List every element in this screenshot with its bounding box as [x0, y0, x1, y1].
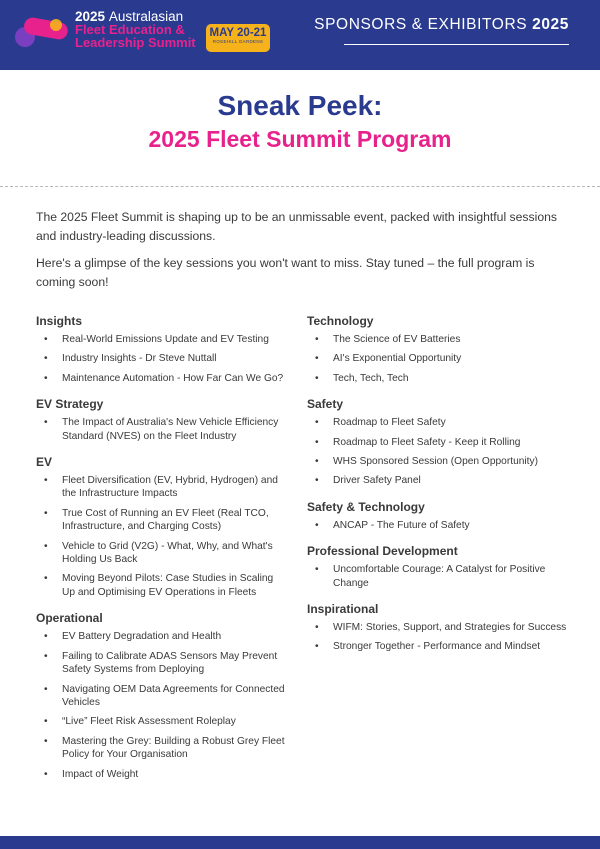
section-technology	[307, 314, 569, 385]
list-item: • Uncomfortable Courage: A Catalyst for Positive Change	[307, 563, 569, 590]
section-title: Inspirational	[307, 602, 379, 617]
section-operational	[36, 611, 286, 781]
list-item: • Mastering the Grey: Building a Robust Grey Fleet Policy for Your Organisation	[36, 735, 286, 762]
logo-year: 2025	[75, 9, 106, 24]
page-subtitle: 2025 Fleet Summit Program	[148, 126, 452, 152]
list-item: • Tech, Tech, Tech	[307, 372, 569, 385]
list-item: • Failing to Calibrate ADAS Sensors May Prevent Safety Systems from Deploying	[36, 650, 286, 677]
summit-logo-text	[75, 10, 196, 49]
section-title: EV	[36, 455, 53, 470]
header-section-title	[314, 16, 569, 45]
section-title: EV Strategy	[36, 397, 104, 412]
section-ev	[36, 455, 286, 599]
logo-line-3: Leadership Summit	[75, 35, 196, 50]
list-item: • ANCAP - The Future of Safety	[307, 519, 569, 532]
dotted-divider	[0, 186, 600, 187]
list-item: • Roadmap to Fleet Safety - Keep it Rolling	[307, 436, 569, 449]
page-header	[0, 0, 600, 70]
page-footer-bar	[0, 836, 600, 849]
list-item: • Vehicle to Grid (V2G) - What, Why, and What's Holding Us Back	[36, 540, 286, 567]
section-inspirational	[307, 602, 569, 654]
list-item: • The Impact of Australia's New Vehicle Efficiency Standard (NVES) on the Fleet Industry	[36, 416, 286, 443]
list-item: • EV Battery Degradation and Health	[36, 630, 286, 643]
list-item: • True Cost of Running an EV Fleet (Real TCO, Infrastructure, and Charging Costs)	[36, 507, 286, 534]
list-item: • Moving Beyond Pilots: Case Studies in Scaling Up and Optimising EV Operations in Fleets	[36, 572, 286, 599]
section-title: Insights	[36, 314, 83, 328]
list-item: • Driver Safety Panel	[307, 474, 569, 487]
section-title: Safety	[307, 397, 344, 412]
list-item: • Impact of Weight	[36, 768, 286, 781]
section-professional-development	[307, 544, 569, 590]
program-column-right	[307, 314, 569, 666]
list-item: • AI's Exponential Opportunity	[307, 352, 569, 365]
list-item: • Real-World Emissions Update and EV Testing	[36, 333, 286, 346]
intro-paragraph-1: The 2025 Fleet Summit is shaping up to be an unmissable event, packed with insightful sessions and industry-leading discussions.	[36, 210, 557, 243]
list-item: • WHS Sponsored Session (Open Opportunity)	[307, 455, 569, 468]
list-item: • The Science of EV Batteries	[307, 333, 569, 346]
section-ev-strategy	[36, 397, 286, 443]
list-item: • Stronger Together - Performance and Mindset	[307, 640, 569, 653]
logo-region: Australasian	[108, 9, 184, 24]
list-item: • Fleet Diversification (EV, Hybrid, Hydrogen) and the Infrastructure Impacts	[36, 474, 286, 501]
section-title: Safety & Technology	[307, 499, 425, 514]
event-date: MAY 20-21	[209, 27, 267, 39]
event-venue: ROSEHILL GARDENS	[212, 39, 264, 44]
list-item: • Industry Insights - Dr Steve Nuttall	[36, 352, 286, 365]
section-title: Technology	[307, 314, 374, 328]
section-title: Operational	[36, 611, 103, 626]
intro-paragraph-2: Here's a glimpse of the key sessions you won't want to miss. Stay tuned – the full program is coming soon!	[36, 256, 535, 289]
section-safety	[307, 397, 569, 488]
header-title-year: 2025	[532, 16, 569, 33]
list-item: • Roadmap to Fleet Safety	[307, 416, 569, 429]
intro-text	[36, 208, 566, 300]
list-item: • WIFM: Stories, Support, and Strategies for Success	[307, 621, 569, 634]
list-item: • “Live” Fleet Risk Assessment Roleplay	[36, 715, 286, 728]
header-divider	[344, 44, 569, 45]
logo-line-2: Fleet Education &	[75, 22, 185, 37]
section-safety-technology	[307, 500, 569, 532]
section-title: Professional Development	[307, 544, 458, 559]
summit-logo-icon	[12, 10, 72, 50]
page-title: Sneak Peek:	[217, 90, 383, 121]
list-item: • Navigating OEM Data Agreements for Connected Vehicles	[36, 683, 286, 710]
list-item: • Maintenance Automation - How Far Can We Go?	[36, 372, 286, 385]
program-column-left	[36, 314, 286, 793]
header-title-prefix: SPONSORS & EXHIBITORS	[314, 16, 528, 33]
event-date-badge	[206, 24, 270, 52]
section-insights	[36, 314, 286, 385]
